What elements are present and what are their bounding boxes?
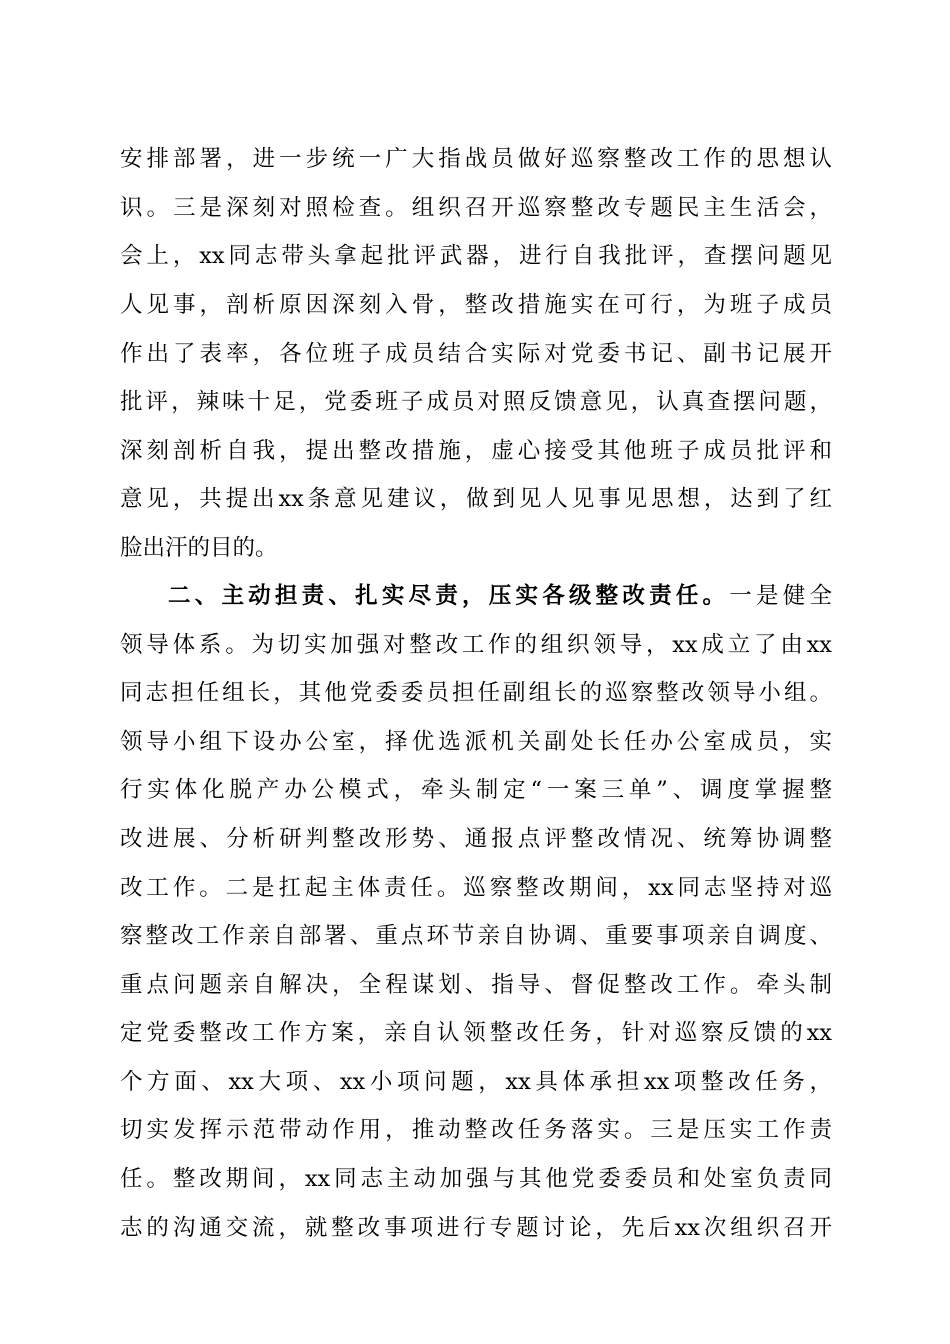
text-line: 脸出汗的目的。 <box>120 535 278 561</box>
text-line: 志的沟通交流，就整改事项进行专题讨论，先后xx次组织召开 <box>120 1215 832 1241</box>
text-line: 改工作。二是扛起主体责任。巡察整改期间，xx同志坚持对巡 <box>120 875 832 901</box>
text-line: 切实发挥示范带动作用，推动整改任务落实。三是压实工作责 <box>120 1117 832 1143</box>
text-line: 个方面、xx大项、xx小项问题，xx具体承担xx项整改任务， <box>120 1069 832 1095</box>
section-heading-rest: 一是健全 <box>729 583 832 609</box>
text-line: 批评，辣味十足，党委班子成员对照反馈意见，认真查摆问题， <box>120 389 832 415</box>
text-line: 领导小组下设办公室，择优选派机关副处长任办公室成员，实 <box>120 729 832 755</box>
text-line: 人见事，剖析原因深刻入骨，整改措施实在可行，为班子成员 <box>120 292 832 318</box>
text-line: 同志担任组长，其他党委委员担任副组长的巡察整改领导小组。 <box>120 680 832 706</box>
text-line: 领导体系。为切实加强对整改工作的组织领导，xx成立了由xx <box>120 632 832 658</box>
text-line: 识。三是深刻对照检查。组织召开巡察整改专题民主生活会， <box>120 195 832 221</box>
text-line: 察整改工作亲自部署、重点环节亲自协调、重要事项亲自调度、 <box>120 923 832 949</box>
text-line: 深刻剖析自我，提出整改措施，虚心接受其他班子成员批评和 <box>120 438 832 464</box>
section-heading-line <box>168 581 832 611</box>
section-heading: 二、主动担责、扎实尽责，压实各级整改责任。 <box>168 583 730 609</box>
text-line: 行实体化脱产办公模式，牵头制定“一案三单”、调度掌握整 <box>120 777 832 803</box>
text-line: 意见，共提出xx条意见建议，做到见人见事见思想，达到了红 <box>120 486 832 512</box>
text-line: 作出了表率，各位班子成员结合实际对党委书记、副书记展开 <box>120 341 832 367</box>
text-line: 任。整改期间，xx同志主动加强与其他党委委员和处室负责同 <box>120 1166 832 1192</box>
text-line: 定党委整改工作方案，亲自认领整改任务，针对巡察反馈的xx <box>120 1020 832 1046</box>
text-line: 安排部署，进一步统一广大指战员做好巡察整改工作的思想认 <box>120 146 832 172</box>
text-line: 会上，xx同志带头拿起批评武器，进行自我批评，查摆问题见 <box>120 243 832 269</box>
text-line: 重点问题亲自解决，全程谋划、指导、督促整改工作。牵头制 <box>120 972 832 998</box>
text-line: 改进展、分析研判整改形势、通报点评整改情况、统筹协调整 <box>120 826 832 852</box>
